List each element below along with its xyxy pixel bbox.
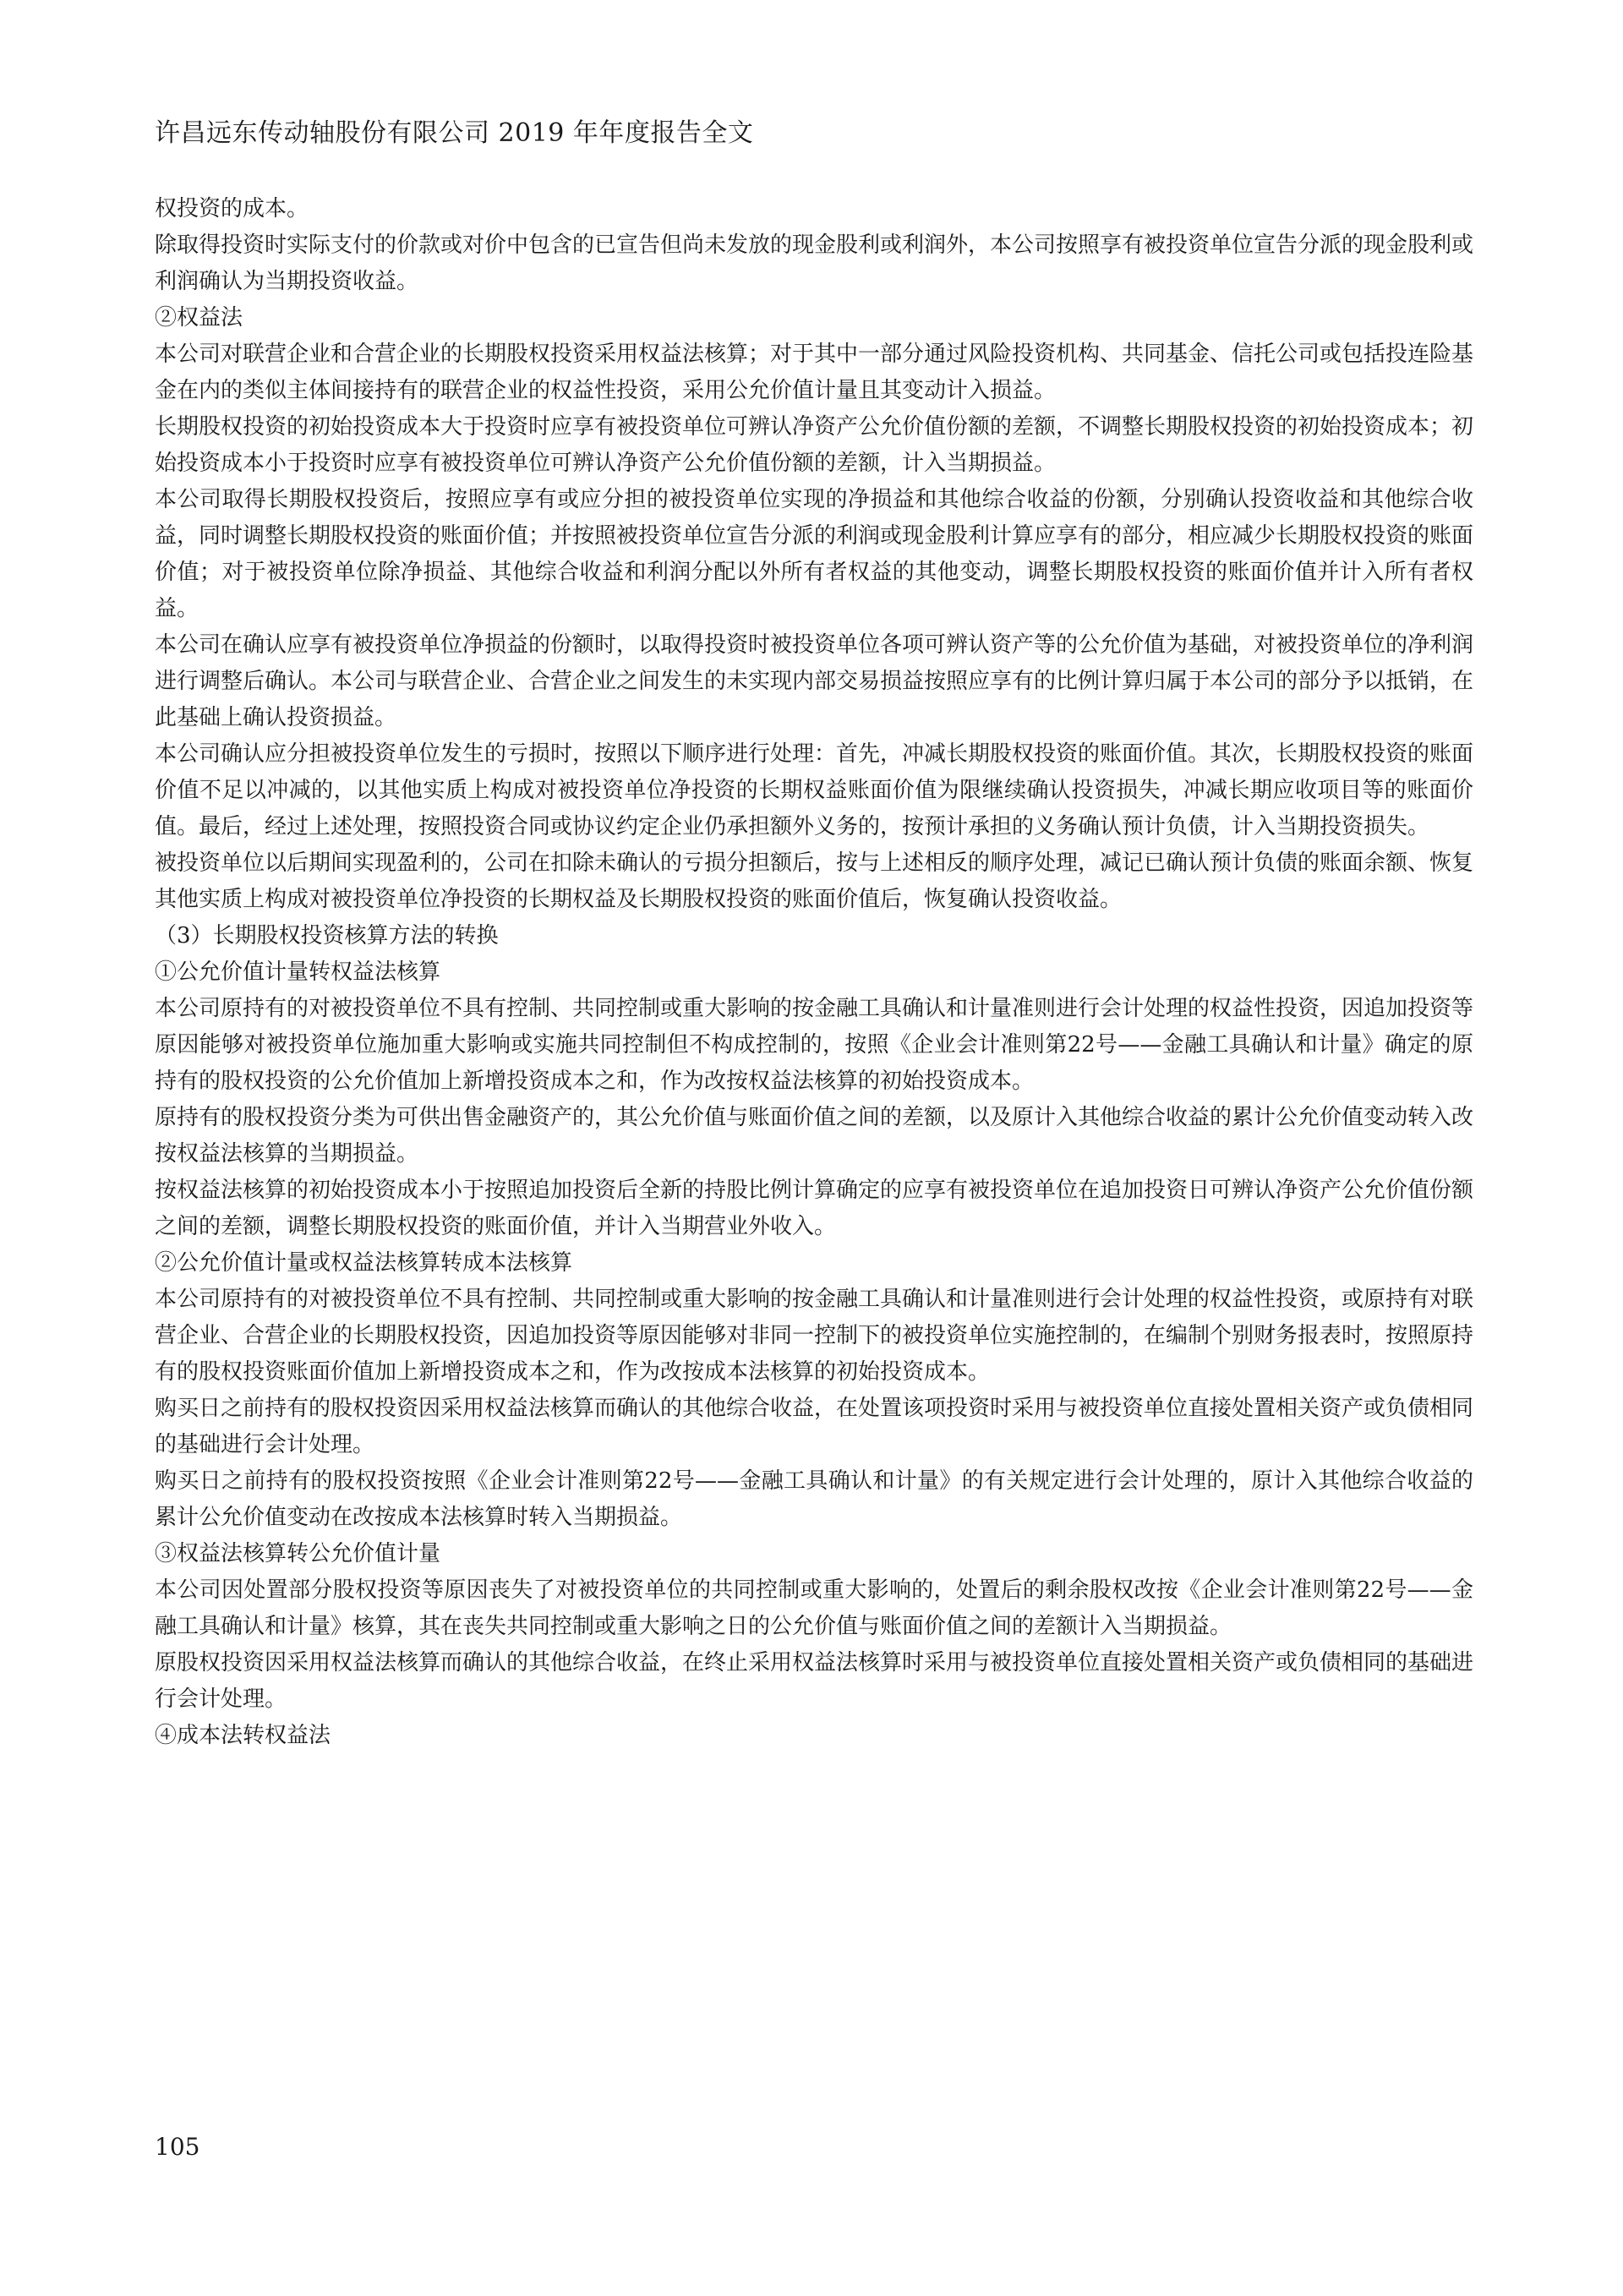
paragraph: 本公司因处置部分股权投资等原因丧失了对被投资单位的共同控制或重大影响的，处置后的剩余股权改按《企业会计准则第22号——金融工具确认和计量》核算，其在丧失共同控制或重大影响之日的公允价值与账面价值之间的差额计入当期损益。 [155, 1577, 1473, 1639]
paragraph: 本公司原持有的对被投资单位不具有控制、共同控制或重大影响的按金融工具确认和计量准则进行会计处理的权益性投资，或原持有对联营企业、合营企业的长期股权投资，因追加投资等原因能够对非同一控制下的被投资单位实施控制的，在编制个别财务报表时，按照原持有的股权投资账面价值加上新增投资成本之和，作为改按成本法核算的初始投资成本。 [155, 1287, 1474, 1385]
section-heading: ①公允价值计量转权益法核算 [155, 959, 441, 985]
section-heading: （3）长期股权投资核算方法的转换 [155, 923, 499, 948]
section-heading: ②公允价值计量或权益法核算转成本法核算 [155, 1250, 573, 1276]
paragraph: 本公司确认应分担被投资单位发生的亏损时，按照以下顺序进行处理：首先，冲减长期股权投资的账面价值。其次，长期股权投资的账面价值不足以冲减的，以其他实质上构成对被投资单位净投资的长期权益账面价值为限继续确认投资损失，冲减长期应收项目等的账面价值。最后，经过上述处理，按照投资合同或协议约定企业仍承担额外义务的，按预计承担的义务确认预计负债，计入当期投资损失。 [155, 741, 1474, 839]
paragraph: 本公司原持有的对被投资单位不具有控制、共同控制或重大影响的按金融工具确认和计量准则进行会计处理的权益性投资，因追加投资等原因能够对被投资单位施加重大影响或实施共同控制但不构成控制的，按照《企业会计准则第22号——金融工具确认和计量》确定的原持有的股权投资的公允价值加上新增投资成本之和，作为改按权益法核算的初始投资成本。 [155, 996, 1474, 1094]
section-heading: ④成本法转权益法 [155, 1723, 331, 1748]
paragraph: 除取得投资时实际支付的价款或对价中包含的已宣告但尚未发放的现金股利或利润外，本公司按照享有被投资单位宣告分派的现金股利或利润确认为当期投资收益。 [155, 232, 1474, 294]
page-number: 105 [155, 2133, 200, 2161]
document-body [155, 191, 1473, 1754]
paragraph: 原股权投资因采用权益法核算而确认的其他综合收益，在终止采用权益法核算时采用与被投资单位直接处置相关资产或负债相同的基础进行会计处理。 [155, 1650, 1474, 1712]
paragraph: 本公司取得长期股权投资后，按照应享有或应分担的被投资单位实现的净损益和其他综合收益的份额，分别确认投资收益和其他综合收益，同时调整长期股权投资的账面价值；并按照被投资单位宣告分派的利润或现金股利计算应享有的部分，相应减少长期股权投资的账面价值；对于被投资单位除净损益、其他综合收益和利润分配以外所有者权益的其他变动，调整长期股权投资的账面价值并计入所有者权益。 [155, 487, 1474, 621]
paragraph: 按权益法核算的初始投资成本小于按照追加投资后全新的持股比例计算确定的应享有被投资单位在追加投资日可辨认净资产公允价值份额之间的差额，调整长期股权投资的账面价值，并计入当期营业外收入。 [155, 1178, 1474, 1239]
paragraph: 购买日之前持有的股权投资按照《企业会计准则第22号——金融工具确认和计量》的有关规定进行会计处理的，原计入其他综合收益的累计公允价值变动在改按成本法核算时转入当期损益。 [155, 1468, 1473, 1530]
paragraph: 购买日之前持有的股权投资因采用权益法核算而确认的其他综合收益，在处置该项投资时采用与被投资单位直接处置相关资产或负债相同的基础进行会计处理。 [155, 1396, 1474, 1457]
report-header: 许昌远东传动轴股份有限公司 2019 年年度报告全文 [155, 118, 754, 148]
paragraph: 被投资单位以后期间实现盈利的，公司在扣除未确认的亏损分担额后，按与上述相反的顺序处理，减记已确认预计负债的账面余额、恢复其他实质上构成对被投资单位净投资的长期权益及长期股权投资的账面价值后，恢复确认投资收益。 [155, 850, 1474, 912]
paragraph: 本公司在确认应享有被投资单位净损益的份额时，以取得投资时被投资单位各项可辨认资产等的公允价值为基础，对被投资单位的净利润进行调整后确认。本公司与联营企业、合营企业之间发生的未实现内部交易损益按照应享有的比例计算归属于本公司的部分予以抵销，在此基础上确认投资损益。 [155, 632, 1474, 730]
paragraph: 原持有的股权投资分类为可供出售金融资产的，其公允价值与账面价值之间的差额，以及原计入其他综合收益的累计公允价值变动转入改按权益法核算的当期损益。 [155, 1105, 1474, 1167]
section-heading: ②权益法 [155, 305, 243, 331]
paragraph: 长期股权投资的初始投资成本大于投资时应享有被投资单位可辨认净资产公允价值份额的差额，不调整长期股权投资的初始投资成本；初始投资成本小于投资时应享有被投资单位可辨认净资产公允价值份额的差额，计入当期损益。 [155, 414, 1474, 476]
paragraph: 本公司对联营企业和合营企业的长期股权投资采用权益法核算；对于其中一部分通过风险投资机构、共同基金、信托公司或包括投连险基金在内的类似主体间接持有的联营企业的权益性投资，采用公允价值计量且其变动计入损益。 [155, 342, 1474, 403]
paragraph: 权投资的成本。 [155, 196, 309, 221]
section-heading: ③权益法核算转公允价值计量 [155, 1541, 441, 1566]
